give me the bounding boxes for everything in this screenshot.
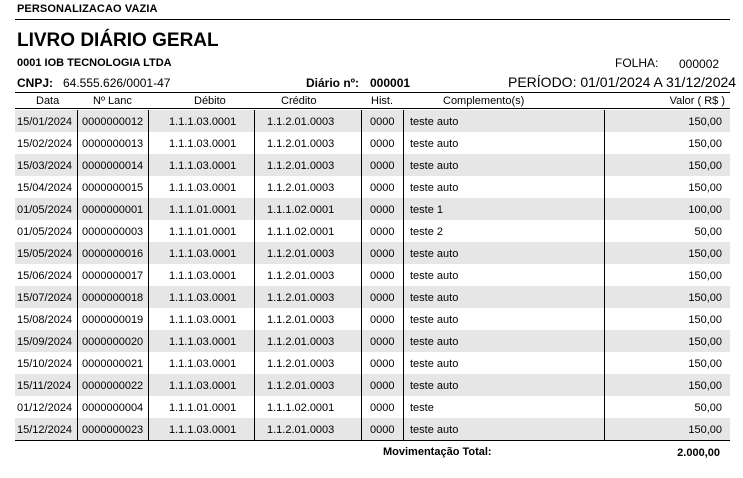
cell-hist: 0000	[370, 182, 395, 194]
cell-debito: 1.1.1.03.0001	[169, 424, 237, 436]
folha-label: FOLHA:	[615, 56, 659, 70]
cell-valor: 150,00	[688, 314, 722, 326]
cell-data: 15/09/2024	[17, 336, 73, 348]
cell-data: 15/10/2024	[17, 358, 73, 370]
cell-complemento: teste auto	[410, 380, 459, 392]
cell-complemento: teste auto	[410, 314, 459, 326]
cell-valor: 150,00	[688, 336, 722, 348]
cell-valor: 150,00	[688, 358, 722, 370]
cell-credito: 1.1.1.02.0001	[267, 204, 335, 216]
cell-lanc: 0000000022	[82, 380, 144, 392]
report-config-label: PERSONALIZACAO VAZIA	[17, 3, 158, 15]
top-divider	[15, 19, 730, 20]
cell-valor: 50,00	[694, 402, 722, 414]
col-header-hist: Hist.	[371, 95, 393, 107]
cell-complemento: teste auto	[410, 248, 459, 260]
cell-hist: 0000	[370, 380, 395, 392]
cell-debito: 1.1.1.03.0001	[169, 116, 237, 128]
cell-debito: 1.1.1.03.0001	[169, 182, 237, 194]
cell-data: 15/11/2024	[17, 380, 72, 392]
total-value: 2.000,00	[677, 447, 720, 459]
cell-hist: 0000	[370, 424, 395, 436]
cell-complemento: teste auto	[410, 336, 459, 348]
cell-hist: 0000	[370, 402, 395, 414]
company-name: 0001 IOB TECNOLOGIA LTDA	[17, 57, 172, 69]
cell-valor: 150,00	[688, 182, 722, 194]
table-row	[15, 396, 730, 418]
cell-credito: 1.1.2.01.0003	[267, 182, 335, 194]
folha-value: 000002	[679, 57, 720, 71]
cell-lanc: 0000000018	[82, 292, 144, 304]
cell-credito: 1.1.1.02.0001	[267, 402, 335, 414]
periodo: PERÍODO: 01/01/2024 A 31/12/2024	[508, 74, 737, 90]
cell-complemento: teste auto	[410, 358, 459, 370]
total-label: Movimentação Total:	[383, 446, 492, 458]
cell-lanc: 0000000004	[82, 402, 144, 414]
cell-lanc: 0000000012	[82, 116, 144, 128]
cell-lanc: 0000000013	[82, 138, 144, 150]
cell-debito: 1.1.1.03.0001	[169, 336, 237, 348]
cell-data: 15/02/2024	[17, 138, 73, 150]
cell-data: 01/05/2024	[17, 226, 73, 238]
cell-debito: 1.1.1.03.0001	[169, 314, 237, 326]
cell-valor: 150,00	[688, 248, 722, 260]
cell-credito: 1.1.2.01.0003	[267, 138, 335, 150]
table-row	[15, 242, 730, 264]
col-header-debito: Débito	[194, 95, 226, 107]
table-row	[15, 330, 730, 352]
cell-hist: 0000	[370, 314, 395, 326]
cell-debito: 1.1.1.03.0001	[169, 358, 237, 370]
table-row	[15, 132, 730, 154]
cell-hist: 0000	[370, 248, 395, 260]
cell-hist: 0000	[370, 358, 395, 370]
cell-debito: 1.1.1.03.0001	[169, 248, 237, 260]
cell-credito: 1.1.2.01.0003	[267, 116, 335, 128]
table-row	[15, 286, 730, 308]
cell-lanc: 0000000016	[82, 248, 144, 260]
cell-lanc: 0000000014	[82, 160, 144, 172]
cell-credito: 1.1.2.01.0003	[267, 336, 335, 348]
cell-debito: 1.1.1.03.0001	[169, 270, 237, 282]
cell-lanc: 0000000023	[82, 424, 144, 436]
cell-lanc: 0000000021	[82, 358, 144, 370]
cell-data: 15/08/2024	[17, 314, 73, 326]
cell-debito: 1.1.1.03.0001	[169, 292, 237, 304]
table-row	[15, 264, 730, 286]
table-row	[15, 374, 730, 396]
cell-valor: 150,00	[688, 424, 722, 436]
cell-data: 01/12/2024	[17, 402, 73, 414]
col-header-valor: Valor ( R$ )	[669, 95, 725, 107]
cell-hist: 0000	[370, 270, 395, 282]
cell-lanc: 0000000019	[82, 314, 144, 326]
cell-complemento: teste auto	[410, 138, 459, 150]
cell-hist: 0000	[370, 336, 395, 348]
table-row	[15, 176, 730, 198]
cnpj-label: CNPJ:	[17, 76, 54, 90]
cell-debito: 1.1.1.01.0001	[169, 204, 237, 216]
cell-credito: 1.1.1.02.0001	[267, 226, 335, 238]
cell-data: 15/05/2024	[17, 248, 73, 260]
col-header-data: Data	[36, 95, 60, 107]
cnpj-value: 64.555.626/0001-47	[63, 76, 171, 90]
cell-complemento: teste 2	[410, 226, 444, 238]
column-divider	[403, 110, 404, 441]
column-divider	[361, 110, 362, 441]
cell-credito: 1.1.2.01.0003	[267, 270, 335, 282]
cell-lanc: 0000000015	[82, 182, 144, 194]
cell-hist: 0000	[370, 204, 395, 216]
cell-credito: 1.1.2.01.0003	[267, 358, 335, 370]
cell-valor: 150,00	[688, 116, 722, 128]
table-row	[15, 198, 730, 220]
cell-data: 15/01/2024	[17, 116, 73, 128]
cell-credito: 1.1.2.01.0003	[267, 314, 335, 326]
column-divider	[77, 110, 78, 441]
cell-credito: 1.1.2.01.0003	[267, 424, 335, 436]
cell-hist: 0000	[370, 138, 395, 150]
column-divider	[604, 110, 605, 441]
diario-label: Diário nº:	[306, 76, 360, 90]
cell-complemento: teste 1	[410, 204, 444, 216]
cell-credito: 1.1.2.01.0003	[267, 380, 335, 392]
cell-complemento: teste auto	[410, 116, 459, 128]
table-row	[15, 220, 730, 242]
cell-complemento: teste auto	[410, 160, 459, 172]
cell-data: 15/04/2024	[17, 182, 73, 194]
cell-valor: 150,00	[688, 270, 722, 282]
column-divider	[254, 110, 255, 441]
cell-valor: 150,00	[688, 380, 722, 392]
cell-valor: 100,00	[688, 204, 722, 216]
cell-lanc: 0000000003	[82, 226, 144, 238]
cell-credito: 1.1.2.01.0003	[267, 160, 335, 172]
cell-data: 15/12/2024	[17, 424, 73, 436]
cell-lanc: 0000000001	[82, 204, 144, 216]
cell-complemento: teste auto	[410, 292, 459, 304]
col-header-complemento: Complemento(s)	[443, 95, 525, 107]
cell-lanc: 0000000017	[82, 270, 144, 282]
cell-debito: 1.1.1.03.0001	[169, 160, 237, 172]
cell-hist: 0000	[370, 160, 395, 172]
table-header	[15, 92, 730, 109]
cell-debito: 1.1.1.03.0001	[169, 380, 237, 392]
cell-debito: 1.1.1.03.0001	[169, 138, 237, 150]
cell-data: 15/03/2024	[17, 160, 73, 172]
cell-debito: 1.1.1.01.0001	[169, 226, 237, 238]
col-header-credito: Crédito	[281, 95, 317, 107]
table-row	[15, 418, 730, 440]
table-row	[15, 154, 730, 176]
cell-complemento: teste auto	[410, 424, 459, 436]
col-header-lanc: Nº Lanc	[93, 95, 132, 107]
cell-valor: 50,00	[694, 226, 722, 238]
table-row	[15, 308, 730, 330]
table-row	[15, 352, 730, 374]
cell-data: 15/06/2024	[17, 270, 73, 282]
cell-valor: 150,00	[688, 138, 722, 150]
table-row	[15, 110, 730, 132]
cell-hist: 0000	[370, 292, 395, 304]
cell-lanc: 0000000020	[82, 336, 144, 348]
cell-credito: 1.1.2.01.0003	[267, 292, 335, 304]
cell-hist: 0000	[370, 226, 395, 238]
journal-table	[15, 110, 730, 441]
cell-data: 01/05/2024	[17, 204, 73, 216]
cell-credito: 1.1.2.01.0003	[267, 248, 335, 260]
cell-valor: 150,00	[688, 160, 722, 172]
cell-data: 15/07/2024	[17, 292, 73, 304]
cell-valor: 150,00	[688, 292, 722, 304]
cell-hist: 0000	[370, 116, 395, 128]
cell-complemento: teste auto	[410, 270, 459, 282]
cell-debito: 1.1.1.01.0001	[169, 402, 237, 414]
cell-complemento: teste	[410, 402, 434, 414]
diario-value: 000001	[370, 76, 411, 90]
cell-complemento: teste auto	[410, 182, 459, 194]
report-title: LIVRO DIÁRIO GERAL	[17, 30, 219, 51]
column-divider	[148, 110, 149, 441]
